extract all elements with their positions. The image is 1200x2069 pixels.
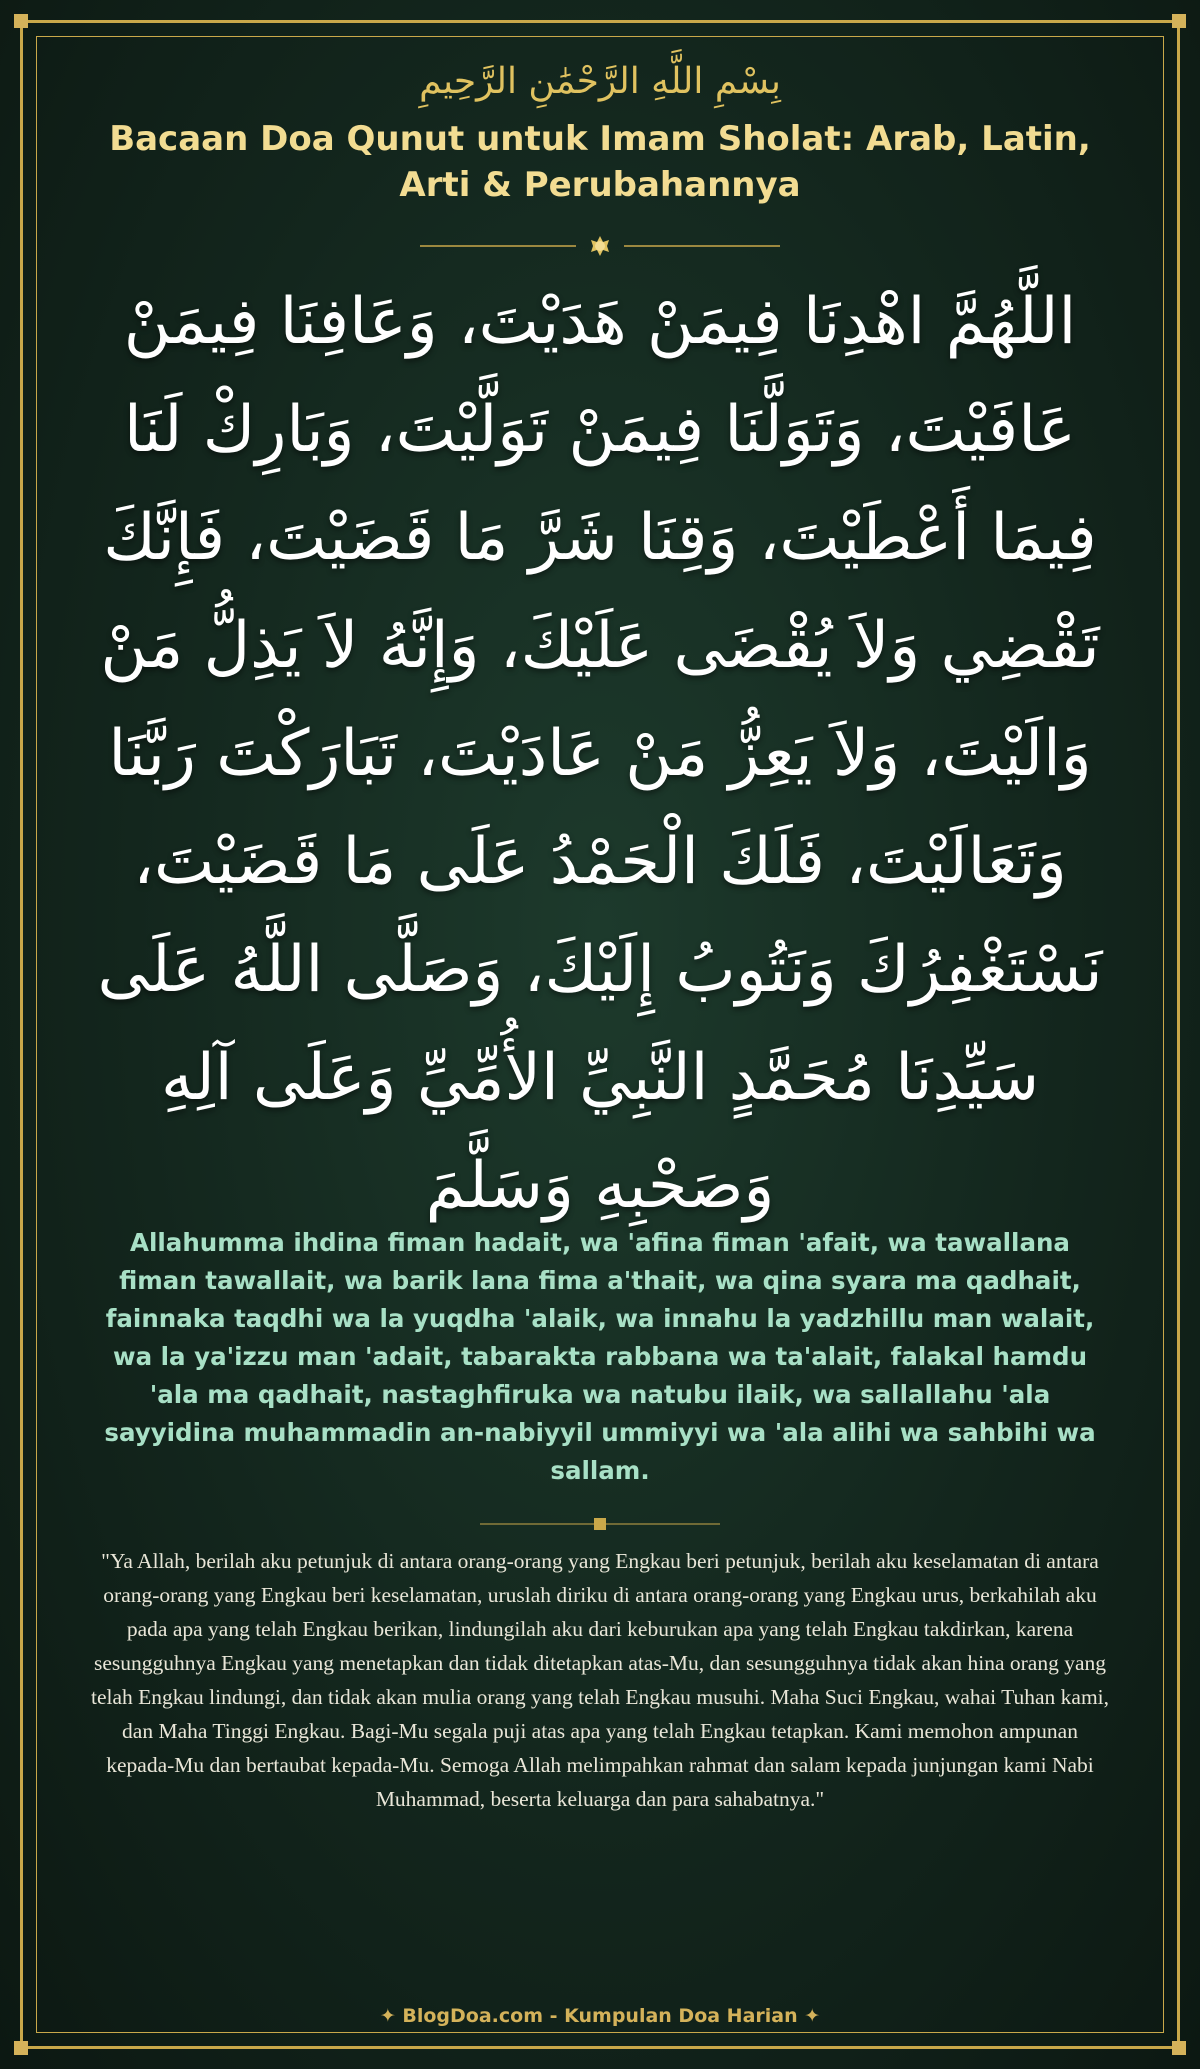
corner-ornament-bottom-right bbox=[1172, 2041, 1186, 2055]
corner-ornament-bottom-left bbox=[14, 2041, 28, 2055]
indonesian-translation: "Ya Allah, berilah aku petunjuk di antara orang-orang yang Engkau beri petunjuk, berilah aku keselamatan di antara orang-orang yang Engkau beri keselamatan, uruslah diriku di antara orang-orang yang Engkau urus, berkahilah aku pada apa yang telah Engkau berikan, lindungilah aku dari keburukan apa yang telah Engkau takdirkan, karena sesungguhnya Engkau yang menetapkan dan tidak ditetapkan atas-Mu, dan sesungguhnya tidak akan hina orang yang telah Engkau lindungi, dan tidak akan mulia orang yang telah Engkau musuhi. Maha Suci Engkau, wahai Tuhan kami, dan Maha Tinggi Engkau. Bagi-Mu segala puji atas apa yang telah Engkau tetapkan. Kami memohon ampunan kepada-Mu dan bertaubat kepada-Mu. Semoga Allah melimpahkan rahmat dan salam kepada junjungan kami Nabi Muhammad, beserta keluarga dan para sahabatnya." bbox=[90, 1549, 1110, 1811]
title-divider bbox=[0, 236, 1200, 256]
footer-site-credit: ✦ BlogDoa.com - Kumpulan Doa Harian ✦ bbox=[379, 2005, 821, 2027]
square-diamond-ornament-icon bbox=[594, 1518, 606, 1530]
section-divider bbox=[0, 1516, 1200, 1532]
corner-ornament-top-right bbox=[1172, 14, 1186, 28]
corner-ornament-top-left bbox=[14, 14, 28, 28]
bismillah-heading: بِسْمِ اللَّهِ الرَّحْمَٰنِ الرَّحِيمِ bbox=[419, 61, 781, 102]
page-title: Bacaan Doa Qunut untuk Imam Sholat: Arab, Latin, Arti & Perubahannya bbox=[109, 119, 1091, 205]
sun-star-ornament-icon bbox=[591, 236, 609, 256]
latin-transliteration: Allahumma ihdina fiman hadait, wa 'afina fiman 'afait, wa tawallana fiman tawallait, wa barik lana fima a'thait, wa qina syara ma qadhait, fainnaka taqdhi wa la yuqdha 'alaik, wa innahu la yadzhillu man walait, wa la ya'izzu man 'adait, tabarakta rabbana wa ta'alait, falakal hamdu 'ala ma qadhait, nastaghfiruka wa natubu ilaik, wa sallallahu 'ala sayyidina muhammadin an-nabiyyil ummiyyi wa 'ala alihi wa sahbihi wa sallam. bbox=[104, 1228, 1096, 1485]
arabic-doa-text: اللَّهُمَّ اهْدِنَا فِيمَنْ هَدَيْتَ، وَعَافِنَا فِيمَنْ عَافَيْتَ، وَتَوَلَّنَا فِيمَنْ تَوَلَّيْتَ، وَبَارِكْ لَنَا فِيمَا أَعْطَيْتَ، وَقِنَا شَرَّ مَا قَضَيْتَ، فَإِنَّكَ تَقْضِي وَلاَ يُقْضَى عَلَيْكَ، وَإِنَّهُ لاَ يَذِلُّ مَنْ وَالَيْتَ، وَلاَ يَعِزُّ مَنْ عَادَيْتَ، تَبَارَكْتَ رَبَّنَا وَتَعَالَيْتَ، فَلَكَ الْحَمْدُ عَلَى مَا قَضَيْتَ، نَسْتَغْفِرُكَ وَنَتُوبُ إِلَيْكَ، وَصَلَّى اللَّهُ عَلَى سَيِّدِنَا مُحَمَّدٍ النَّبِيِّ الأُمِّيِّ وَعَلَى آلِهِ وَصَحْبِهِ وَسَلَّمَ bbox=[97, 285, 1103, 1223]
